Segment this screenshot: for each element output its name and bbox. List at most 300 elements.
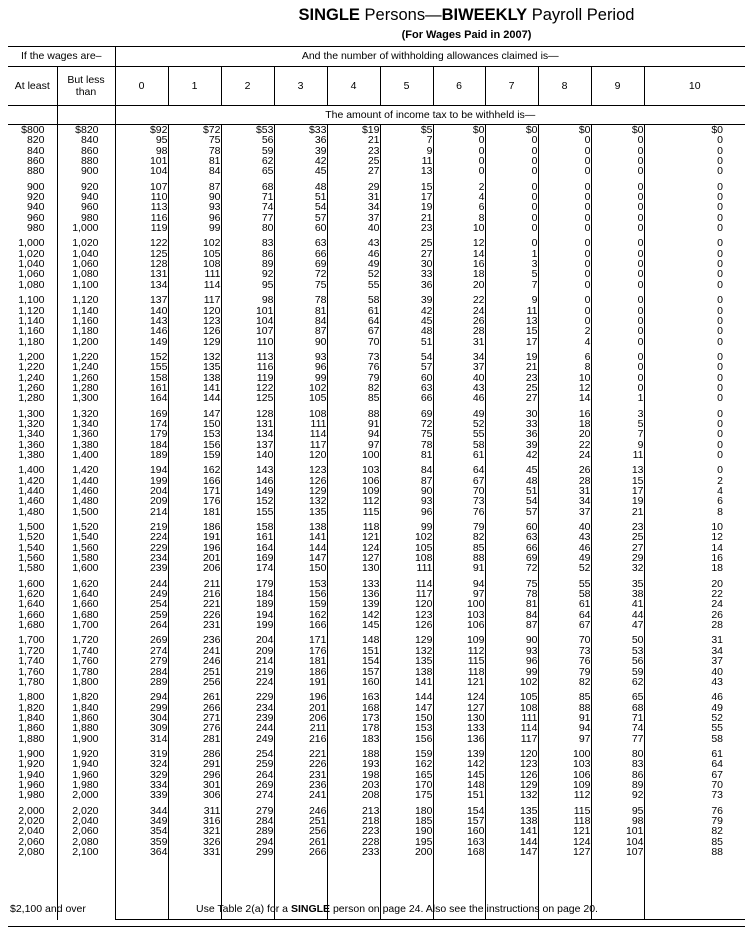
cell-withholding-1: 141 — [168, 383, 221, 393]
cell-withholding-9: 0 — [591, 269, 644, 279]
cell-withholding-7: 147 — [485, 847, 538, 857]
cell-but-less-than: 2,100 — [57, 847, 115, 857]
cell-withholding-2: 68 — [221, 182, 274, 192]
cell-withholding-7: 111 — [485, 713, 538, 723]
cell-withholding-2: 169 — [221, 553, 274, 563]
cell-withholding-2: 209 — [221, 646, 274, 656]
cell-withholding-10: 0 — [717, 335, 724, 348]
cell-withholding-8: 16 — [538, 409, 591, 419]
cell-withholding-3: 159 — [274, 599, 327, 609]
cell-withholding-2: 254 — [221, 749, 274, 759]
cell-withholding-0: 249 — [115, 589, 168, 599]
cell-withholding-6: 31 — [433, 337, 485, 347]
cell-withholding-2: 264 — [221, 770, 274, 780]
cell-withholding-4: 100 — [327, 450, 380, 460]
cell-withholding-7: 117 — [485, 734, 538, 744]
cell-withholding-7: 5 — [485, 269, 538, 279]
cell-withholding-10: 64 — [711, 758, 724, 771]
cell-withholding-0: 244 — [115, 579, 168, 589]
cell-withholding-7: 93 — [485, 646, 538, 656]
cell-withholding-10: 6 — [717, 495, 724, 508]
cell-at-least: 1,620 — [8, 589, 57, 599]
cell-but-less-than: 1,320 — [57, 409, 115, 419]
cell-but-less-than: 1,600 — [57, 563, 115, 573]
cell-withholding-10: 0 — [717, 191, 724, 204]
cell-withholding-8: 0 — [538, 306, 591, 316]
cell-withholding-7: 1 — [485, 249, 538, 259]
cell-withholding-7: 72 — [485, 563, 538, 573]
cell-withholding-6: 67 — [433, 476, 485, 486]
cell-withholding-10: 0 — [717, 211, 724, 224]
footer-instruction — [196, 903, 598, 915]
cell-withholding-5: 30 — [380, 259, 433, 269]
cell-withholding-10: 0 — [717, 392, 724, 405]
cell-but-less-than: 1,020 — [57, 238, 115, 248]
cell-withholding-6: $0 — [433, 125, 485, 136]
cell-withholding-4: 145 — [327, 620, 380, 630]
cell-withholding-9: 89 — [591, 780, 644, 790]
cell-at-least: $800 — [8, 125, 57, 136]
cell-withholding-8: 76 — [538, 656, 591, 666]
cell-withholding-0: 137 — [115, 295, 168, 305]
cell-withholding-9: 0 — [591, 373, 644, 383]
cell-withholding-9: 77 — [591, 734, 644, 744]
cell-withholding-8: 100 — [538, 749, 591, 759]
cell-withholding-10: 49 — [711, 701, 724, 714]
cell-withholding-6: 2 — [433, 182, 485, 192]
cell-withholding-8: 109 — [538, 780, 591, 790]
cell-withholding-5: 120 — [380, 599, 433, 609]
header-allowance-6: 6 — [433, 67, 485, 106]
cell-withholding-0: 219 — [115, 522, 168, 532]
cell-withholding-6: 22 — [433, 295, 485, 305]
cell-withholding-0: 95 — [115, 135, 168, 145]
cell-withholding-4: 49 — [327, 259, 380, 269]
cell-withholding-1: 291 — [168, 759, 221, 769]
cell-withholding-5: 19 — [380, 202, 433, 212]
title-payroll-period: Payroll Period — [527, 6, 635, 24]
cell-but-less-than: 2,060 — [57, 826, 115, 836]
cell-withholding-3: 226 — [274, 759, 327, 769]
cell-withholding-7: 51 — [485, 486, 538, 496]
cell-withholding-3: 81 — [274, 306, 327, 316]
cell-withholding-6: 154 — [433, 806, 485, 816]
cell-withholding-0: 107 — [115, 182, 168, 192]
cell-withholding-1: 171 — [168, 486, 221, 496]
cell-withholding-3: 206 — [274, 713, 327, 723]
cell-withholding-4: 124 — [327, 543, 380, 553]
cell-withholding-7: 63 — [485, 532, 538, 542]
header-allowance-1: 1 — [168, 67, 221, 106]
cell-but-less-than: 940 — [57, 192, 115, 202]
cell-withholding-3: 236 — [274, 780, 327, 790]
cell-withholding-7: 30 — [485, 409, 538, 419]
cell-withholding-4: 97 — [327, 440, 380, 450]
cell-withholding-8: 0 — [538, 249, 591, 259]
cell-withholding-10: 0 — [717, 314, 724, 327]
footer-over-label: $2,100 and over — [10, 903, 86, 915]
cell-withholding-9: 56 — [591, 656, 644, 666]
cell-withholding-6: 124 — [433, 692, 485, 702]
cell-withholding-0: 334 — [115, 780, 168, 790]
cell-withholding-3: 93 — [274, 352, 327, 362]
cell-but-less-than: 1,840 — [57, 703, 115, 713]
title-biweekly: BIWEEKLY — [441, 6, 528, 24]
cell-withholding-4: 94 — [327, 429, 380, 439]
cell-withholding-10: 0 — [717, 144, 724, 157]
cell-withholding-2: 116 — [221, 362, 274, 372]
cell-withholding-2: 161 — [221, 532, 274, 542]
cell-withholding-10: 10 — [711, 521, 724, 534]
cell-withholding-4: 46 — [327, 249, 380, 259]
cell-withholding-0: 314 — [115, 734, 168, 744]
cell-withholding-2: 83 — [221, 238, 274, 248]
cell-but-less-than: 1,960 — [57, 770, 115, 780]
cell-withholding-8: 0 — [538, 238, 591, 248]
cell-withholding-2: 294 — [221, 837, 274, 847]
cell-withholding-0: 101 — [115, 156, 168, 166]
cell-withholding-8: 82 — [538, 677, 591, 687]
cell-withholding-4: 178 — [327, 723, 380, 733]
cell-withholding-1: 226 — [168, 610, 221, 620]
cell-withholding-9: 0 — [591, 156, 644, 166]
cell-withholding-2: 92 — [221, 269, 274, 279]
cell-but-less-than: 1,980 — [57, 780, 115, 790]
cell-but-less-than: 1,740 — [57, 646, 115, 656]
cell-withholding-1: 316 — [168, 816, 221, 826]
cell-but-less-than: 1,120 — [57, 295, 115, 305]
cell-withholding-0: 155 — [115, 362, 168, 372]
cell-withholding-5: 90 — [380, 486, 433, 496]
cell-withholding-5: 78 — [380, 440, 433, 450]
cell-withholding-7: 48 — [485, 476, 538, 486]
cell-withholding-8: 121 — [538, 826, 591, 836]
cell-withholding-10: 0 — [717, 361, 724, 374]
cell-withholding-9: 0 — [591, 238, 644, 248]
cell-withholding-3: 51 — [274, 192, 327, 202]
cell-withholding-7: 25 — [485, 383, 538, 393]
cell-withholding-9: 11 — [591, 450, 644, 460]
cell-withholding-8: 2 — [538, 326, 591, 336]
cell-withholding-5: 147 — [380, 703, 433, 713]
cell-withholding-8: 61 — [538, 599, 591, 609]
cell-withholding-2: 119 — [221, 373, 274, 383]
cell-withholding-9: 0 — [591, 223, 644, 233]
cell-withholding-1: 306 — [168, 790, 221, 800]
cell-withholding-10: 0 — [717, 438, 724, 451]
cell-withholding-3: 114 — [274, 429, 327, 439]
cell-withholding-3: 111 — [274, 419, 327, 429]
cell-withholding-6: 115 — [433, 656, 485, 666]
cell-withholding-5: 87 — [380, 476, 433, 486]
cell-withholding-8: 94 — [538, 723, 591, 733]
cell-withholding-1: $72 — [168, 125, 221, 136]
cell-withholding-6: 100 — [433, 599, 485, 609]
cell-withholding-5: 117 — [380, 589, 433, 599]
cell-withholding-5: 21 — [380, 213, 433, 223]
cell-withholding-10: 0 — [717, 268, 724, 281]
cell-withholding-6: 20 — [433, 280, 485, 290]
cell-withholding-10: 28 — [711, 619, 724, 632]
cell-withholding-4: 27 — [327, 166, 380, 176]
cell-but-less-than: 1,500 — [57, 507, 115, 517]
cell-withholding-0: 349 — [115, 816, 168, 826]
cell-withholding-1: 99 — [168, 223, 221, 233]
cell-withholding-9: 0 — [591, 306, 644, 316]
cell-withholding-2: 149 — [221, 486, 274, 496]
cell-withholding-0: 164 — [115, 393, 168, 403]
cell-withholding-1: 251 — [168, 667, 221, 677]
table-row — [8, 723, 745, 733]
cell-withholding-8: 91 — [538, 713, 591, 723]
cell-withholding-0: 364 — [115, 847, 168, 857]
cell-withholding-0: 269 — [115, 635, 168, 645]
cell-withholding-6: 142 — [433, 759, 485, 769]
cell-but-less-than: 1,260 — [57, 373, 115, 383]
cell-withholding-9: 59 — [591, 667, 644, 677]
cell-withholding-5: 185 — [380, 816, 433, 826]
cell-withholding-6: 37 — [433, 362, 485, 372]
cell-at-least: 1,660 — [8, 610, 57, 620]
cell-withholding-7: 27 — [485, 393, 538, 403]
cell-withholding-9: 104 — [591, 837, 644, 847]
cell-at-least: 1,960 — [8, 780, 57, 790]
cell-withholding-1: 221 — [168, 599, 221, 609]
cell-withholding-5: 7 — [380, 135, 433, 145]
cell-but-less-than: 1,460 — [57, 486, 115, 496]
cell-withholding-0: 204 — [115, 486, 168, 496]
cell-withholding-2: 125 — [221, 393, 274, 403]
cell-withholding-10: 18 — [711, 562, 724, 575]
footer-instruction-post: person on page 24. Also see the instructions on page 20. — [330, 903, 598, 915]
cell-but-less-than: 1,200 — [57, 337, 115, 347]
table-row — [8, 656, 745, 666]
cell-withholding-8: 70 — [538, 635, 591, 645]
cell-but-less-than: 1,640 — [57, 589, 115, 599]
cell-withholding-8: 0 — [538, 213, 591, 223]
cell-but-less-than: 1,040 — [57, 249, 115, 259]
cell-at-least: 1,440 — [8, 486, 57, 496]
cell-withholding-10: 22 — [711, 588, 724, 601]
cell-at-least: 1,760 — [8, 667, 57, 677]
cell-withholding-4: 25 — [327, 156, 380, 166]
cell-withholding-4: 76 — [327, 362, 380, 372]
cell-withholding-10: 0 — [717, 350, 724, 363]
cell-at-least: 1,020 — [8, 249, 57, 259]
cell-withholding-2: 137 — [221, 440, 274, 450]
cell-withholding-6: 64 — [433, 465, 485, 475]
cell-withholding-6: 127 — [433, 703, 485, 713]
cell-withholding-7: 132 — [485, 790, 538, 800]
cell-but-less-than: 2,020 — [57, 806, 115, 816]
cell-withholding-6: 139 — [433, 749, 485, 759]
cell-withholding-4: 79 — [327, 373, 380, 383]
cell-withholding-8: 26 — [538, 465, 591, 475]
cell-withholding-0: 149 — [115, 337, 168, 347]
cell-but-less-than: 1,280 — [57, 383, 115, 393]
cell-withholding-1: 296 — [168, 770, 221, 780]
cell-but-less-than: 840 — [57, 135, 115, 145]
table-row — [8, 295, 745, 305]
cell-withholding-10: 61 — [711, 747, 724, 760]
cell-withholding-3: 69 — [274, 259, 327, 269]
cell-withholding-3: 246 — [274, 806, 327, 816]
cell-withholding-5: 93 — [380, 496, 433, 506]
cell-withholding-5: 165 — [380, 770, 433, 780]
cell-withholding-9: 9 — [591, 440, 644, 450]
cell-at-least: 1,280 — [8, 393, 57, 403]
cell-withholding-0: 324 — [115, 759, 168, 769]
cell-withholding-8: 0 — [538, 182, 591, 192]
cell-withholding-10: 40 — [711, 665, 724, 678]
cell-withholding-7: 120 — [485, 749, 538, 759]
cell-withholding-6: 103 — [433, 610, 485, 620]
cell-withholding-6: 76 — [433, 507, 485, 517]
cell-withholding-0: 189 — [115, 450, 168, 460]
cell-withholding-7: 81 — [485, 599, 538, 609]
cell-withholding-10: 20 — [711, 577, 724, 590]
cell-but-less-than: 1,560 — [57, 543, 115, 553]
cell-withholding-0: 161 — [115, 383, 168, 393]
cell-withholding-2: 164 — [221, 543, 274, 553]
footer-instruction-single: SINGLE — [290, 903, 331, 915]
cell-withholding-1: 126 — [168, 326, 221, 336]
cell-at-least: 1,040 — [8, 259, 57, 269]
cell-withholding-5: 66 — [380, 393, 433, 403]
cell-withholding-9: 38 — [591, 589, 644, 599]
cell-withholding-0: 309 — [115, 723, 168, 733]
header-at-least: At least — [8, 67, 57, 106]
cell-withholding-2: 155 — [221, 507, 274, 517]
cell-withholding-2: 229 — [221, 692, 274, 702]
cell-withholding-0: 229 — [115, 543, 168, 553]
cell-at-least: 1,600 — [8, 579, 57, 589]
cell-withholding-5: 96 — [380, 507, 433, 517]
cell-withholding-8: 4 — [538, 337, 591, 347]
cell-but-less-than: 1,440 — [57, 476, 115, 486]
cell-withholding-1: 311 — [168, 806, 221, 816]
cell-withholding-6: 0 — [433, 135, 485, 145]
cell-withholding-7: 0 — [485, 213, 538, 223]
cell-withholding-10: 37 — [711, 655, 724, 668]
cell-withholding-5: 144 — [380, 692, 433, 702]
cell-at-least: 1,520 — [8, 532, 57, 542]
cell-at-least: 1,680 — [8, 620, 57, 630]
cell-withholding-4: 103 — [327, 465, 380, 475]
cell-at-least: 1,740 — [8, 656, 57, 666]
cell-withholding-9: 29 — [591, 553, 644, 563]
cell-but-less-than: 1,900 — [57, 734, 115, 744]
cell-at-least: 840 — [8, 146, 57, 156]
cell-withholding-6: 94 — [433, 579, 485, 589]
cell-withholding-8: 97 — [538, 734, 591, 744]
cell-withholding-9: 98 — [591, 816, 644, 826]
cell-withholding-4: 85 — [327, 393, 380, 403]
cell-but-less-than: 1,540 — [57, 532, 115, 542]
cell-withholding-4: 223 — [327, 826, 380, 836]
cell-withholding-9: 0 — [591, 166, 644, 176]
cell-withholding-9: 3 — [591, 409, 644, 419]
cell-withholding-9: 19 — [591, 496, 644, 506]
cell-withholding-0: 146 — [115, 326, 168, 336]
cell-withholding-1: 271 — [168, 713, 221, 723]
cell-withholding-5: 114 — [380, 579, 433, 589]
cell-withholding-3: 87 — [274, 326, 327, 336]
cell-withholding-0: 131 — [115, 269, 168, 279]
cell-withholding-5: 60 — [380, 373, 433, 383]
cell-but-less-than: 1,860 — [57, 713, 115, 723]
cell-withholding-9: 25 — [591, 532, 644, 542]
cell-withholding-0: 274 — [115, 646, 168, 656]
cell-withholding-4: 213 — [327, 806, 380, 816]
cell-withholding-7: 105 — [485, 692, 538, 702]
header-allowance-2: 2 — [221, 67, 274, 106]
cell-but-less-than: 1,380 — [57, 440, 115, 450]
cell-withholding-9: 0 — [591, 383, 644, 393]
cell-withholding-0: 199 — [115, 476, 168, 486]
cell-withholding-9: 0 — [591, 280, 644, 290]
cell-withholding-5: 159 — [380, 749, 433, 759]
cell-at-least: 1,300 — [8, 409, 57, 419]
cell-withholding-0: 284 — [115, 667, 168, 677]
cell-withholding-4: 193 — [327, 759, 380, 769]
cell-withholding-7: 11 — [485, 306, 538, 316]
cell-withholding-5: 23 — [380, 223, 433, 233]
cell-withholding-0: 319 — [115, 749, 168, 759]
cell-withholding-8: 67 — [538, 620, 591, 630]
cell-withholding-10: 2 — [717, 474, 724, 487]
table-row — [8, 847, 745, 857]
cell-withholding-9: 0 — [591, 202, 644, 212]
cell-withholding-7: 123 — [485, 759, 538, 769]
header-allowance-0: 0 — [115, 67, 168, 106]
cell-withholding-3: 156 — [274, 589, 327, 599]
cell-withholding-6: 58 — [433, 440, 485, 450]
cell-withholding-2: 113 — [221, 352, 274, 362]
cell-at-least: 1,980 — [8, 790, 57, 800]
cell-withholding-4: 21 — [327, 135, 380, 145]
cell-withholding-5: 69 — [380, 409, 433, 419]
cell-withholding-4: 157 — [327, 667, 380, 677]
cell-withholding-1: 75 — [168, 135, 221, 145]
cell-withholding-9: 1 — [591, 393, 644, 403]
cell-withholding-3: 216 — [274, 734, 327, 744]
cell-withholding-8: 103 — [538, 759, 591, 769]
cell-withholding-9: 0 — [591, 352, 644, 362]
cell-withholding-6: 73 — [433, 496, 485, 506]
cell-withholding-0: 128 — [115, 259, 168, 269]
cell-withholding-6: 112 — [433, 646, 485, 656]
cell-withholding-8: 88 — [538, 703, 591, 713]
cell-withholding-0: 279 — [115, 656, 168, 666]
cell-withholding-1: 87 — [168, 182, 221, 192]
cell-withholding-0: 344 — [115, 806, 168, 816]
cell-withholding-2: 56 — [221, 135, 274, 145]
cell-but-less-than: 1,760 — [57, 656, 115, 666]
cell-withholding-5: 25 — [380, 238, 433, 248]
cell-withholding-3: 57 — [274, 213, 327, 223]
cell-withholding-0: 98 — [115, 146, 168, 156]
cell-withholding-1: 206 — [168, 563, 221, 573]
cell-withholding-0: 134 — [115, 280, 168, 290]
cell-withholding-2: 224 — [221, 677, 274, 687]
cell-withholding-0: 224 — [115, 532, 168, 542]
cell-withholding-0: 174 — [115, 419, 168, 429]
cell-withholding-7: 0 — [485, 146, 538, 156]
cell-withholding-2: 122 — [221, 383, 274, 393]
cell-withholding-2: 104 — [221, 316, 274, 326]
table-header — [8, 46, 745, 125]
